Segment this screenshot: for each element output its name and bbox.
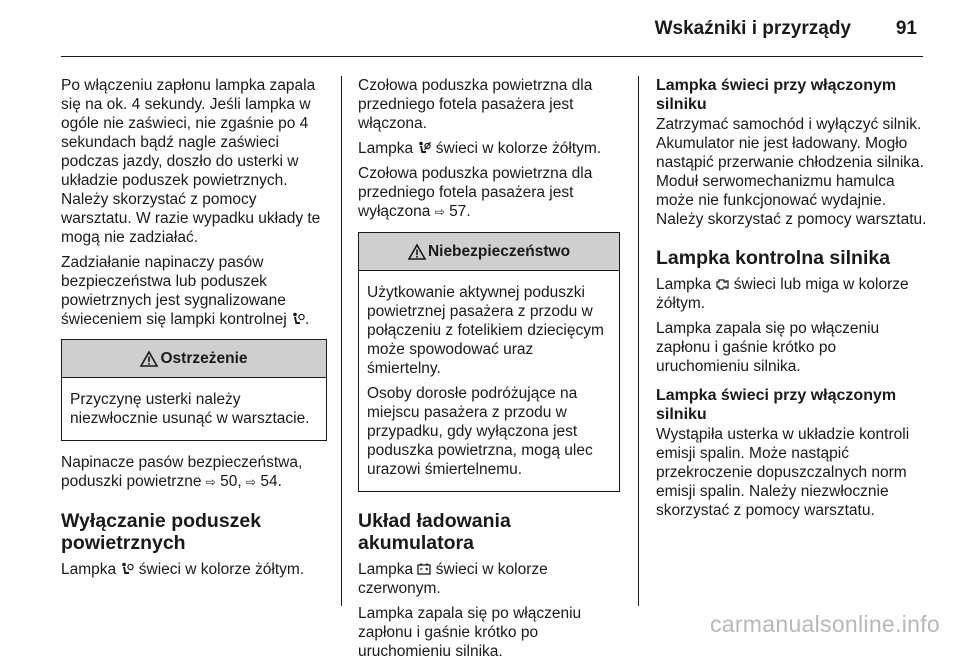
page-header <box>61 0 923 56</box>
subheading: Lampka świeci przy włączonym silniku <box>656 387 897 423</box>
warning-box <box>61 339 327 441</box>
paragraph: Czołowa poduszka powietrzna dla przedniego fotela pasażera jest włączona. <box>358 77 593 132</box>
warning-header: Ostrzeżenie <box>62 340 326 378</box>
warning-text: Przyczynę usterki należy niezwłocznie usunąć w warsztacie. <box>70 391 310 427</box>
section-title: Wskaźniki i przyrządy <box>654 18 851 39</box>
page-number: 91 <box>895 18 917 39</box>
column-divider <box>341 76 342 606</box>
paragraph: Lampka zapala się po włączeniu zapłonu i gaśnie krótko po uruchomieniu silnika. <box>358 605 582 660</box>
paragraph: Lampka świeci lub miga w kolorze żółtym. <box>656 276 909 312</box>
paragraph: Czołowa poduszka powietrzna dla przedniego fotela pasażera jest wyłączona ⇨ 57. <box>358 165 593 220</box>
paragraph: Zadziałanie napinaczy pasów bezpieczeństwa lub poduszek powietrznych jest sygnalizowane świeceniem się lampki kontrolnej . <box>61 254 310 328</box>
section-heading: Wyłączanie poduszek powietrznych <box>61 510 262 554</box>
danger-text: Osoby dorosłe podróżujące na miejscu pasażera z przodu w przypadku, gdy wyłączona jest poduszka powietrzna, mogą ulec urazowi śmiertelnemu. <box>367 385 593 478</box>
subheading: Lampka świeci przy włączonym silniku <box>656 77 897 113</box>
paragraph: Lampka świeci w kolorze żółtym. <box>61 561 305 578</box>
page-reference: 57 <box>449 203 467 220</box>
check-engine-icon <box>715 277 729 291</box>
section-heading: Lampka kontrolna silnika <box>656 247 891 269</box>
airbag-icon <box>291 312 305 326</box>
column-divider <box>638 76 639 606</box>
reference-arrow-icon: ⇨ <box>434 205 445 219</box>
airbag-off-icon <box>417 141 431 155</box>
header-rule <box>61 56 923 57</box>
page-reference: 54 <box>260 473 278 490</box>
paragraph: Lampka zapala się po włączeniu zapłonu i gaśnie krótko po uruchomieniu silnika. <box>656 320 880 375</box>
paragraph: Lampka świeci w kolorze czerwonym. <box>358 561 548 597</box>
airbag-on-icon <box>120 562 134 576</box>
page-reference: 50 <box>220 473 238 490</box>
paragraph: Po włączeniu zapłonu lampka zapala się na ok. 4 sekundy. Jeśli lampka w ogóle nie zaświeci, nie zgaśnie po 4 sekundach bądź nagle zaświeci podczas jazdy, doszło do usterki w układzie poduszek powietrznych. Należy skorzystać z pomocy warsztatu. W razie wypadku układy te mogą nie zadziałać. <box>61 77 321 246</box>
danger-box <box>358 232 620 492</box>
warning-triangle-icon <box>408 244 426 260</box>
watermark: carmanualsonline.info <box>709 611 940 637</box>
danger-text: Użytkowanie aktywnej poduszki powietrznej pasażera z przodu w połączeniu z fotelikiem dziecięcym może spowodować uraz śmiertelny. <box>367 284 604 377</box>
reference-arrow-icon: ⇨ <box>205 475 216 489</box>
reference-arrow-icon: ⇨ <box>246 475 257 489</box>
warning-triangle-icon <box>140 351 158 367</box>
paragraph: Wystąpiła usterka w układzie kontroli emisji spalin. Może nastąpić przekroczenie dopuszczalnych norm emisji spalin. Należy niezwłocznie skorzystać z pomocy warsztatu. <box>656 426 910 519</box>
paragraph: Lampka świeci w kolorze żółtym. <box>358 140 602 157</box>
column-left <box>61 76 327 585</box>
battery-icon <box>417 562 431 576</box>
column-right <box>656 76 928 526</box>
paragraph: Zatrzymać samochód i wyłączyć silnik. Akumulator nie jest ładowany. Mogło nastąpić przerwanie chłodzenia silnika. Moduł serwomechanizmu hamulca może nie funkcjonować wydajnie. Należy skorzystać z pomocy warsztatu. <box>656 116 927 228</box>
column-middle <box>358 76 620 667</box>
danger-header: Niebezpieczeństwo <box>359 233 619 271</box>
section-heading: Układ ładowania akumulatora <box>358 510 511 554</box>
paragraph: Napinacze pasów bezpieczeństwa, poduszki powietrzne ⇨ 50, ⇨ 54. <box>61 454 303 490</box>
